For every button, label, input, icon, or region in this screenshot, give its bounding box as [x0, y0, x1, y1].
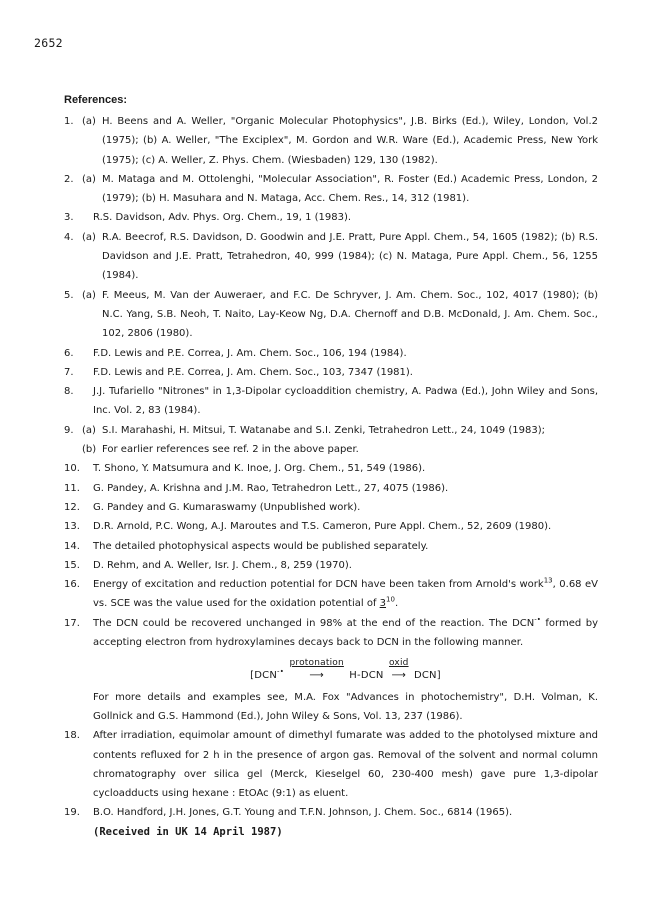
arrow-icon: ⟶	[309, 670, 324, 682]
reference-15	[64, 556, 598, 575]
reference-text: For earlier references see ref. 2 in the above paper.	[102, 444, 359, 456]
reference-6	[64, 344, 598, 363]
reference-7	[64, 363, 598, 382]
reference-text: F. Meeus, M. Van der Auweraer, and F.C. De Schryver, J. Am. Chem. Soc., 102, 4017 (1980); (b) N.C. Yang, S.B. Neoh, T. Naito, Lay-Keow Ng, D.A. Chernoff and D.B. McDonald, J. Am. Chem. Soc., 102, 2806 (1980).	[102, 289, 598, 340]
reference-text: D. Rehm, and A. Weller, Isr. J. Chem., 8, 259 (1970).	[93, 559, 352, 571]
reference-number: 14.	[64, 540, 80, 552]
reference-5	[64, 286, 598, 344]
reference-13	[64, 517, 598, 536]
references-heading: References:	[64, 94, 127, 106]
reference-number: 3.	[64, 212, 74, 224]
reference-number: 2.	[64, 173, 74, 185]
reference-number: 10.	[64, 463, 80, 475]
reference-14	[64, 537, 598, 556]
reference-text: G. Pandey and G. Kumaraswamy (Unpublished work).	[93, 501, 361, 513]
reference-3	[64, 208, 598, 227]
reaction-arrow: protonation ⟶	[289, 658, 344, 682]
reference-sublabel: (a)	[82, 424, 96, 436]
reference-text: B.O. Handford, J.H. Jones, G.T. Young and T.F.N. Johnson, J. Chem. Soc., 6814 (1965).	[93, 807, 513, 819]
reference-number: 15.	[64, 559, 80, 571]
reference-number: 18.	[64, 730, 80, 742]
reference-text: For more details and examples see, M.A. Fox "Advances in photochemistry", D.H. Volman, K. Gollnick and G.S. Hammond (Ed.), John Wiley & Sons, Vol. 13, 237 (1986).	[93, 691, 598, 722]
reference-text: R.S. Davidson, Adv. Phys. Org. Chem., 19, 1 (1983).	[93, 212, 352, 224]
reference-10	[64, 459, 598, 478]
reference-number: 5.	[64, 289, 74, 301]
reference-16	[64, 575, 598, 614]
reference-number: 4.	[64, 231, 74, 243]
reference-number: 17.	[64, 617, 80, 629]
reference-18	[64, 726, 598, 803]
reference-2	[64, 170, 598, 209]
arrow-icon: ⟶	[391, 670, 407, 682]
reference-number: 16.	[64, 579, 80, 591]
reference-number: 11.	[64, 482, 80, 494]
reference-text: M. Mataga and M. Ottolenghi, "Molecular Association", R. Foster (Ed.) Academic Press, London, 2 (1979); (b) H. Masuhara and N. Mataga, Acc. Chem. Res., 14, 312 (1981).	[102, 173, 598, 205]
reference-text: The DCN could be recovered unchanged in 98% at the end of the reaction. The DCN-• formed by accepting electron from hydroxylamines decays back to DCN in the following manner.	[93, 615, 598, 649]
reference-number: 12.	[64, 501, 80, 513]
reference-text: F.D. Lewis and P.E. Correa, J. Am. Chem. Soc., 106, 194 (1984).	[93, 347, 407, 359]
references-list	[64, 112, 598, 842]
reference-text: R.A. Beecrof, R.S. Davidson, D. Goodwin and J.E. Pratt, Pure Appl. Chem., 54, 1605 (1982); (b) R.S. Davidson and J.E. Pratt, Tetrahedron, 40, 999 (1984); (c) N. Mataga, Pure Appl. Chem., 56, 1255 (1984).	[102, 231, 598, 282]
reference-sublabel: (b)	[82, 444, 97, 456]
reference-number: 1.	[64, 116, 74, 127]
reference-8	[64, 382, 598, 421]
reference-17	[64, 614, 598, 726]
reference-text: T. Shono, Y. Matsumura and K. Inoe, J. Org. Chem., 51, 549 (1986).	[93, 463, 426, 475]
page-number: 2652	[34, 36, 63, 50]
reference-number: 13.	[64, 521, 80, 533]
reference-number: 8.	[64, 386, 74, 398]
reference-1	[64, 112, 598, 170]
citation-superscript: 13	[543, 576, 553, 585]
reference-number: 7.	[64, 366, 74, 378]
reference-number: 19.	[64, 807, 80, 819]
reference-text: S.I. Marahashi, H. Mitsui, T. Watanabe and S.I. Zenki, Tetrahedron Lett., 24, 1049 (1983);	[102, 424, 545, 436]
reference-number: 9.	[64, 424, 74, 436]
reference-sublabel: (a)	[82, 289, 96, 301]
reference-text: Energy of excitation and reduction potential for DCN have been taken from Arnold's work$^{13}$, 0.68 eV vs. SCE was the value used for the oxidation potential of $3^{10}$.	[93, 576, 598, 610]
reference-sublabel: (a)	[82, 231, 96, 243]
reference-text: The detailed photophysical aspects would be published separately.	[93, 540, 429, 552]
reference-text: H. Beens and A. Weller, "Organic Molecular Photophysics", J.B. Birks (Ed.), Wiley, London, Vol.2 (1975); (b) A. Weller, "The Exciplex", M. Gordon and W.R. Ware (Ed.), Academic Press, New York (1975); (c) A. Weller, Z. Phys. Chem. (Wiesbaden) 129, 130 (1982).	[102, 116, 598, 166]
radical-anion-superscript: -•	[534, 615, 541, 624]
reference-19	[64, 803, 598, 842]
reaction-scheme: [DCN-• protonation ⟶ H-DCN oxid ⟶ DCN]	[93, 658, 598, 685]
reference-sublabel: (a)	[82, 116, 96, 127]
compound-number: 3	[379, 598, 387, 610]
reference-9	[64, 421, 598, 460]
reference-12	[64, 498, 598, 517]
reference-text: J.J. Tufariello "Nitrones" in 1,3-Dipolar cycloaddition chemistry, A. Padwa (Ed.), John Wiley and Sons, Inc. Vol. 2, 83 (1984).	[93, 386, 598, 417]
received-date: (Received in UK 14 April 1987)	[93, 825, 283, 838]
citation-superscript: 10	[386, 596, 395, 605]
reference-text: After irradiation, equimolar amount of dimethyl fumarate was added to the photolysed mixture and contents refluxed for 2 h in the presence of argon gas. Removal of the solvent and normal column chromatography over silica gel (Merck, Kieselgel 60, 230-400 mesh) gave pure 1,3-dipolar cycloadducts using hexane : EtOAc (9:1) as eluent.	[93, 730, 598, 800]
reference-text: G. Pandey, A. Krishna and J.M. Rao, Tetrahedron Lett., 27, 4075 (1986).	[93, 482, 449, 494]
reference-text: D.R. Arnold, P.C. Wong, A.J. Maroutes and T.S. Cameron, Pure Appl. Chem., 52, 2609 (1980).	[93, 521, 552, 533]
reference-11	[64, 479, 598, 498]
reference-sublabel: (a)	[82, 173, 96, 185]
reference-text: F.D. Lewis and P.E. Correa, J. Am. Chem. Soc., 103, 7347 (1981).	[93, 366, 413, 378]
reference-number: 6.	[64, 347, 74, 359]
reaction-arrow: oxid ⟶	[388, 658, 409, 682]
reference-4	[64, 228, 598, 286]
